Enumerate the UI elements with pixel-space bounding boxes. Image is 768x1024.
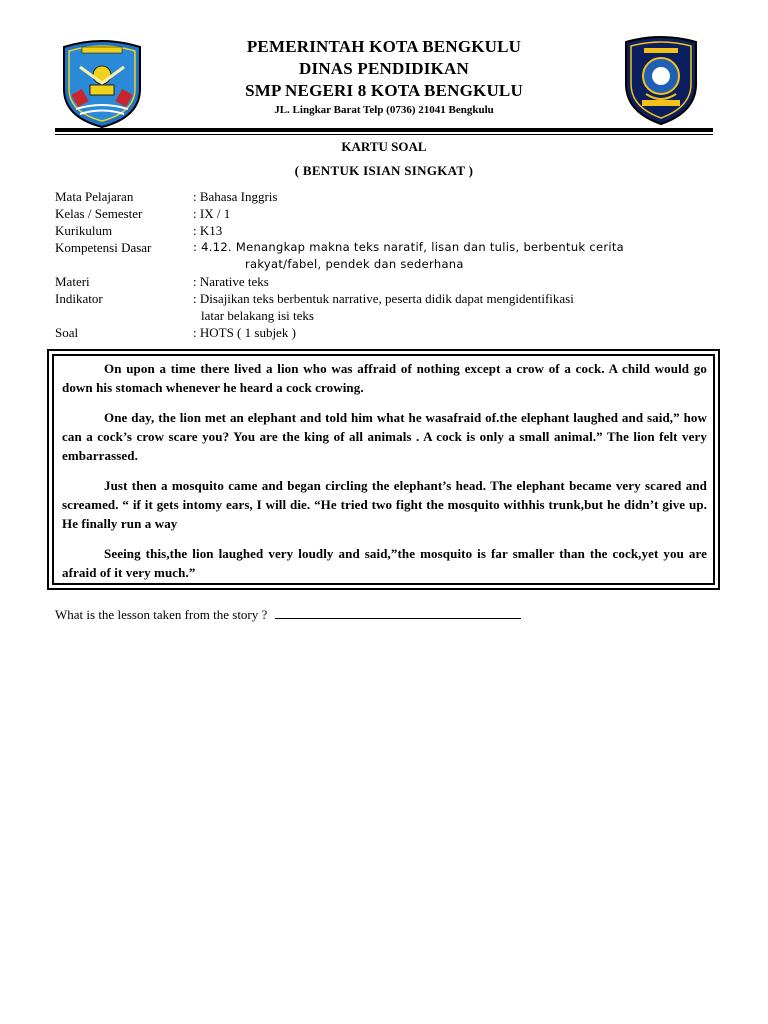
meta-row-competency: Kompetensi Dasar : 4.12. Menangkap makna teks naratif, lisan dan tulis, berbentuk cerita xyxy=(55,240,625,255)
header-divider-thick xyxy=(55,128,713,132)
story-paragraph-3: Just then a mosquito came and began circling the elephant’s head. The elephant became very scared and screamed. “ if it gets intomy ears, I will die. “He tried two fight the mosquito withhis trunk,but he didn’t give up. He finally run a way xyxy=(62,478,707,531)
meta-row-indicator-cont: latar belakang isi teks xyxy=(201,308,314,323)
question-metadata xyxy=(55,188,715,341)
meta-row-indicator: Indikator : Disajikan teks berbentuk narrative, peserta didik dapat mengidentifikasi xyxy=(55,291,574,306)
school-emblem-icon xyxy=(620,34,702,126)
story-paragraph-1: On upon a time there lived a lion who was affraid of nothing except a crow of a cock. A child would go down his stomach whenever he heard a cock crowing. xyxy=(62,361,707,395)
school-name: SMP NEGERI 8 KOTA BENGKULU xyxy=(245,81,523,100)
story-text xyxy=(52,354,715,585)
question-line xyxy=(55,606,521,623)
card-title: KARTU SOAL xyxy=(341,139,427,154)
meta-row-subject: Mata Pelajaran : Bahasa Inggris xyxy=(55,189,278,204)
answer-blank[interactable] xyxy=(275,606,521,619)
meta-row-class: Kelas / Semester : IX / 1 xyxy=(55,206,231,221)
story-box xyxy=(47,349,720,590)
card-subtitle: ( BENTUK ISIAN SINGKAT ) xyxy=(294,163,474,178)
meta-row-question-type: Soal : HOTS ( 1 subjek ) xyxy=(55,325,296,340)
city-crest-icon xyxy=(60,37,144,129)
header-divider-thin xyxy=(55,134,713,135)
school-address: JL. Lingkar Barat Telp (0736) 21041 Bengkulu xyxy=(274,104,494,116)
department-name: DINAS PENDIDIKAN xyxy=(299,59,469,78)
question-text: What is the lesson taken from the story ? xyxy=(55,607,268,622)
gov-name: PEMERINTAH KOTA BENGKULU xyxy=(246,37,522,56)
story-paragraph-4: Seeing this,the lion laughed very loudly and said,”the mosquito is far smaller than the cock,yet you are afraid of it very much.” xyxy=(62,546,707,580)
meta-row-curriculum: Kurikulum : K13 xyxy=(55,223,223,238)
meta-row-competency-cont: rakyat/fabel, pendek dan sederhana xyxy=(245,257,464,271)
meta-row-material: Materi : Narative teks xyxy=(55,274,269,289)
story-paragraph-2: One day, the lion met an elephant and told him what he wasafraid of.the elephant laughed and said,” how can a cock’s crow scare you? You are the king of all animals . A cock is only a small animal.” The lion felt very embarrassed. xyxy=(62,410,707,463)
